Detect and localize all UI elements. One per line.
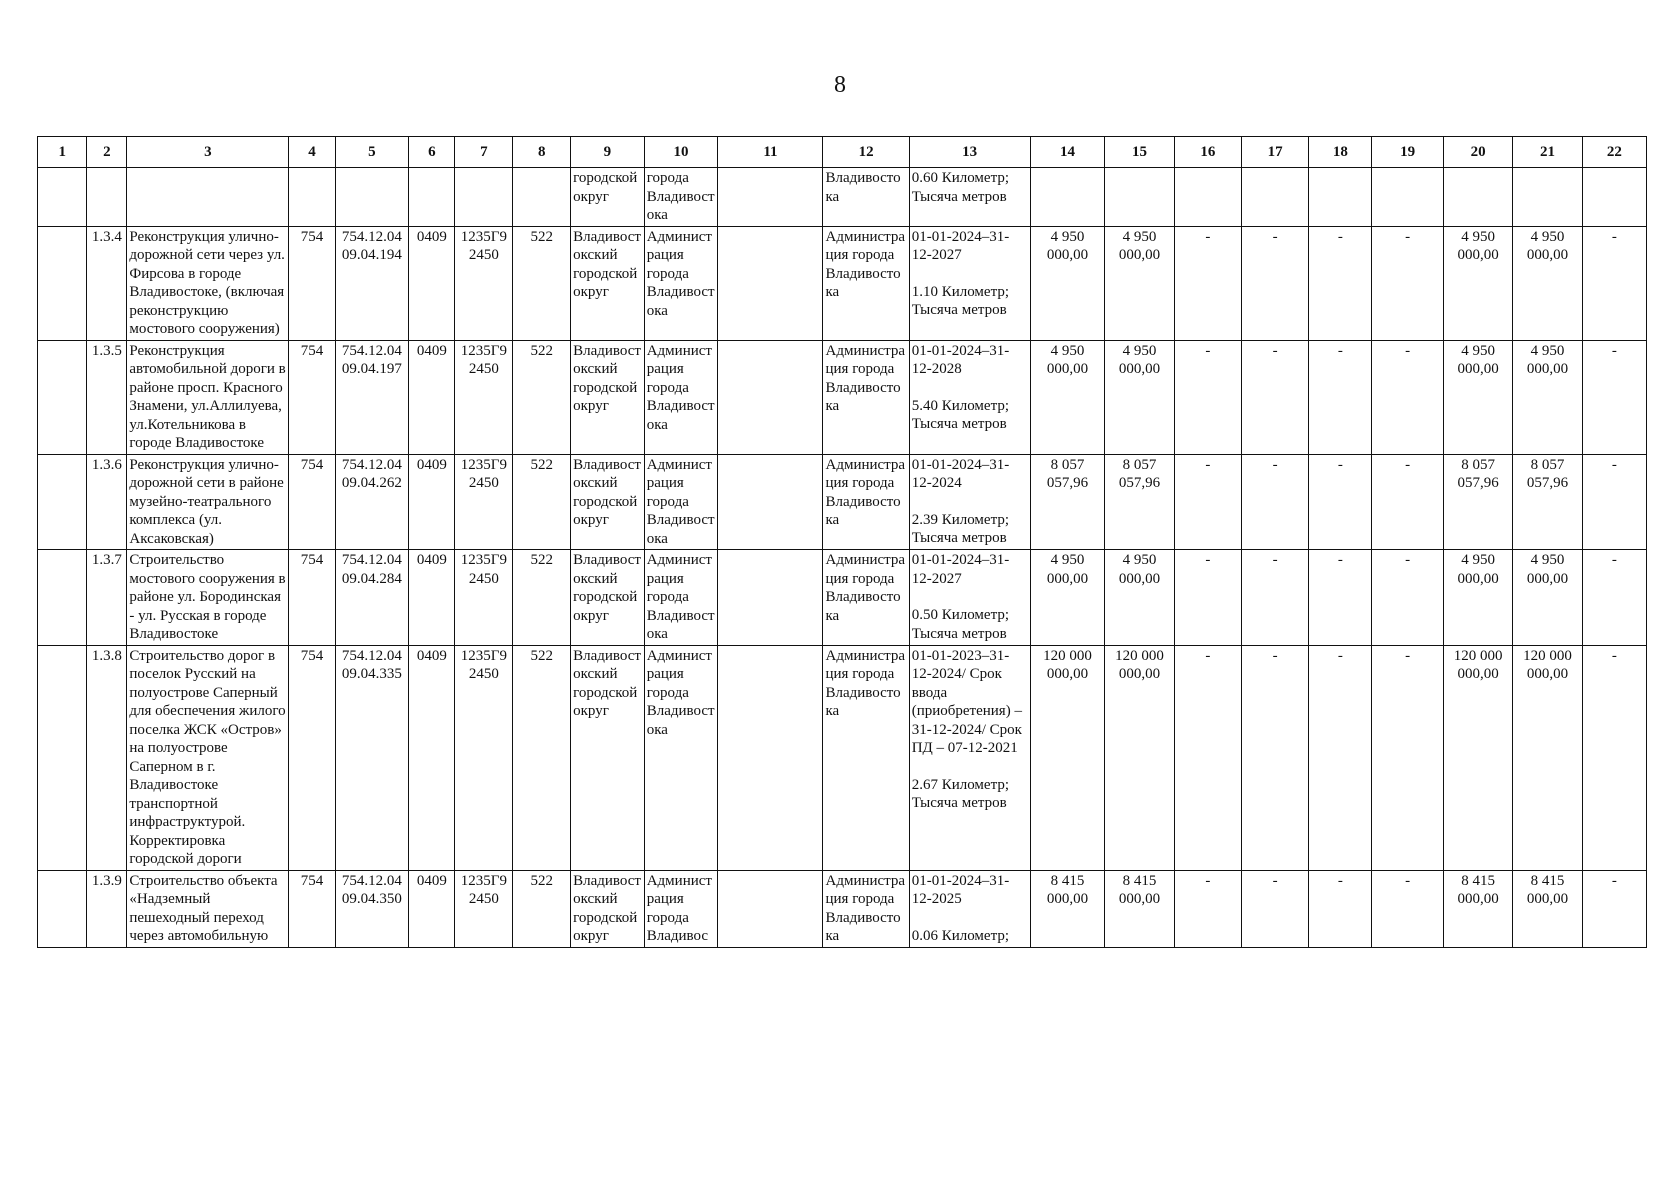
cell bbox=[87, 168, 127, 227]
cell-col19: - bbox=[1372, 550, 1444, 646]
period-text: 01-01-2023–31-12-2024/ Срок ввода (приобретения) – 31-12-2024/ Срок ПД – 07-12-2021 bbox=[911, 647, 1022, 756]
measure-text: 5.40 Километр; Тысяча метров bbox=[911, 397, 1009, 432]
period-text: 01-01-2024–31-12-2027 bbox=[911, 228, 1010, 263]
cell-executor: Администрация города Владивостока bbox=[823, 454, 909, 550]
cell bbox=[513, 168, 571, 227]
cell-executor: Администрация города Владивостока bbox=[823, 340, 909, 454]
cell-col20: 4 950 000,00 bbox=[1443, 550, 1512, 646]
cell-col7: 1235Г92450 bbox=[455, 226, 513, 340]
cell-col16: - bbox=[1174, 340, 1241, 454]
cell bbox=[335, 168, 409, 227]
cell bbox=[1372, 168, 1444, 227]
period-text: 01-01-2024–31-12-2024 bbox=[911, 456, 1010, 491]
budget-table bbox=[37, 136, 1647, 948]
cell-col19: - bbox=[1372, 340, 1444, 454]
col-header-21: 21 bbox=[1513, 137, 1582, 168]
cell-col15: 4 950 000,00 bbox=[1105, 550, 1174, 646]
cell-col11 bbox=[718, 870, 823, 947]
cell-col8: 522 bbox=[513, 226, 571, 340]
cell-item-number: 1.3.4 bbox=[87, 226, 127, 340]
cell-col17: - bbox=[1242, 870, 1309, 947]
cell-customer: Администрация города Владивостока bbox=[644, 340, 718, 454]
cell-col1 bbox=[38, 340, 87, 454]
cell-col1 bbox=[38, 226, 87, 340]
cell-object-name: Строительство дорог в поселок Русский на полуострове Саперный для обеспечения жилого поселка ЖСК «Остров» на полуострове Саперном в г. Владивостоке транспортной инфраструктурой. Корректировка городской дороги bbox=[127, 645, 289, 870]
cell bbox=[1513, 168, 1582, 227]
cell-customer: Администрация города Владивостока bbox=[644, 226, 718, 340]
cell-col14: 8 415 000,00 bbox=[1030, 870, 1105, 947]
col-header-10: 10 bbox=[644, 137, 718, 168]
col-header-9: 9 bbox=[571, 137, 645, 168]
cell-col7: 1235Г92450 bbox=[455, 645, 513, 870]
table-row bbox=[38, 340, 1647, 454]
cell-col21: 4 950 000,00 bbox=[1513, 340, 1582, 454]
period-text: 01-01-2024–31-12-2028 bbox=[911, 342, 1010, 377]
cell-territory: Владивостокский городской округ bbox=[571, 340, 645, 454]
cell-object-name: Строительство объекта «Надземный пешеходный переход через автомобильную bbox=[127, 870, 289, 947]
cell-col22: - bbox=[1582, 645, 1646, 870]
col-header-19: 19 bbox=[1372, 137, 1444, 168]
cell-col7: 1235Г92450 bbox=[455, 550, 513, 646]
cell-col8: 522 bbox=[513, 645, 571, 870]
cell-col16: - bbox=[1174, 870, 1241, 947]
col-header-8: 8 bbox=[513, 137, 571, 168]
page-number: 8 bbox=[834, 72, 846, 98]
cell-col14: 8 057 057,96 bbox=[1030, 454, 1105, 550]
cell-period-measure bbox=[909, 340, 1030, 454]
cell-col18: - bbox=[1309, 226, 1372, 340]
table-row bbox=[38, 226, 1647, 340]
cell-col17: - bbox=[1242, 454, 1309, 550]
header-row bbox=[38, 137, 1647, 168]
cell-customer: Администрация города Владивостока bbox=[644, 550, 718, 646]
cell-col21: 8 415 000,00 bbox=[1513, 870, 1582, 947]
col-header-13: 13 bbox=[909, 137, 1030, 168]
cell-col19: - bbox=[1372, 226, 1444, 340]
col-header-14: 14 bbox=[1030, 137, 1105, 168]
col-header-4: 4 bbox=[289, 137, 335, 168]
col-header-11: 11 bbox=[718, 137, 823, 168]
col-header-12: 12 bbox=[823, 137, 909, 168]
cell-period-measure bbox=[909, 454, 1030, 550]
measure-text: 1.10 Километр; Тысяча метров bbox=[911, 283, 1009, 318]
cell-col5: 754.12.04 09.04.335 bbox=[335, 645, 409, 870]
cell bbox=[1174, 168, 1241, 227]
col-header-17: 17 bbox=[1242, 137, 1309, 168]
cell-col16: - bbox=[1174, 550, 1241, 646]
cell-col8: 522 bbox=[513, 870, 571, 947]
cell-col19: - bbox=[1372, 454, 1444, 550]
cell-territory: Владивостокский городской округ bbox=[571, 550, 645, 646]
period-text: 01-01-2024–31-12-2025 bbox=[911, 872, 1010, 907]
cell-col1 bbox=[38, 870, 87, 947]
cell-col20: 120 000 000,00 bbox=[1443, 645, 1512, 870]
cell-territory: Владивостокский городской округ bbox=[571, 645, 645, 870]
continuation-row bbox=[38, 168, 1647, 227]
cell-col4: 754 bbox=[289, 645, 335, 870]
cell-period-measure bbox=[909, 550, 1030, 646]
cell bbox=[1582, 168, 1646, 227]
cell-col5: 754.12.04 09.04.197 bbox=[335, 340, 409, 454]
cell-col22: - bbox=[1582, 870, 1646, 947]
cell-executor: Администрация города Владивостока bbox=[823, 870, 909, 947]
cell-item-number: 1.3.8 bbox=[87, 645, 127, 870]
cell bbox=[1105, 168, 1174, 227]
cell bbox=[127, 168, 289, 227]
cell-object-name: Реконструкция автомобильной дороги в районе просп. Красного Знамени, ул.Аллилуева, ул.Котельникова в городе Владивостоке bbox=[127, 340, 289, 454]
table-row bbox=[38, 454, 1647, 550]
cell-col16: - bbox=[1174, 454, 1241, 550]
cell-col22: - bbox=[1582, 550, 1646, 646]
cell-territory: Владивостокский городской округ bbox=[571, 454, 645, 550]
col-header-5: 5 bbox=[335, 137, 409, 168]
cell-col1 bbox=[38, 645, 87, 870]
cell-col18: - bbox=[1309, 550, 1372, 646]
cell-col6: 0409 bbox=[409, 454, 455, 550]
col-header-1: 1 bbox=[38, 137, 87, 168]
col-header-15: 15 bbox=[1105, 137, 1174, 168]
cell-col7: 1235Г92450 bbox=[455, 340, 513, 454]
cell-executor: Администрация города Владивостока bbox=[823, 550, 909, 646]
cell-col20: 8 415 000,00 bbox=[1443, 870, 1512, 947]
cell-territory: городской округ bbox=[571, 168, 645, 227]
cell-col20: 4 950 000,00 bbox=[1443, 226, 1512, 340]
cell-col17: - bbox=[1242, 340, 1309, 454]
cell-col15: 4 950 000,00 bbox=[1105, 226, 1174, 340]
cell-col21: 120 000 000,00 bbox=[1513, 645, 1582, 870]
cell-col8: 522 bbox=[513, 550, 571, 646]
cell-object-name: Реконструкция улично-дорожной сети через ул. Фирсова в городе Владивостоке, (включая реконструкцию мостового сооружения) bbox=[127, 226, 289, 340]
cell-col20: 8 057 057,96 bbox=[1443, 454, 1512, 550]
cell-customer: города Владивостока bbox=[644, 168, 718, 227]
cell-col4: 754 bbox=[289, 454, 335, 550]
cell-col22: - bbox=[1582, 454, 1646, 550]
cell-object-name: Реконструкция улично-дорожной сети в районе музейно-театрального комплекса (ул. Аксаковская) bbox=[127, 454, 289, 550]
cell bbox=[1309, 168, 1372, 227]
cell-executor: Администрация города Владивостока bbox=[823, 226, 909, 340]
cell bbox=[718, 168, 823, 227]
cell-col6: 0409 bbox=[409, 870, 455, 947]
cell-col18: - bbox=[1309, 645, 1372, 870]
period-text: 01-01-2024–31-12-2027 bbox=[911, 552, 1010, 587]
cell-col18: - bbox=[1309, 340, 1372, 454]
col-header-7: 7 bbox=[455, 137, 513, 168]
cell-executor: Владивостока bbox=[823, 168, 909, 227]
cell-col11 bbox=[718, 340, 823, 454]
cell-col5: 754.12.04 09.04.284 bbox=[335, 550, 409, 646]
cell-executor: Администрация города Владивостока bbox=[823, 645, 909, 870]
cell-col17: - bbox=[1242, 226, 1309, 340]
cell bbox=[409, 168, 455, 227]
cell-measure: 0.60 Километр; Тысяча метров bbox=[909, 168, 1030, 227]
cell bbox=[289, 168, 335, 227]
cell-col5: 754.12.04 09.04.350 bbox=[335, 870, 409, 947]
measure-text: 0.06 Километр; bbox=[911, 927, 1009, 944]
measure-text: 2.39 Километр; Тысяча метров bbox=[911, 511, 1009, 546]
cell-col4: 754 bbox=[289, 226, 335, 340]
cell-period-measure bbox=[909, 645, 1030, 870]
cell-col14: 4 950 000,00 bbox=[1030, 226, 1105, 340]
cell-col6: 0409 bbox=[409, 550, 455, 646]
measure-text: 0.50 Километр; Тысяча метров bbox=[911, 607, 1009, 642]
cell-col8: 522 bbox=[513, 454, 571, 550]
cell-period-measure bbox=[909, 870, 1030, 947]
cell bbox=[1443, 168, 1512, 227]
cell-customer: Администрация города Владивостока bbox=[644, 454, 718, 550]
cell-col18: - bbox=[1309, 454, 1372, 550]
cell-territory: Владивостокский городской округ bbox=[571, 226, 645, 340]
col-header-22: 22 bbox=[1582, 137, 1646, 168]
cell-col5: 754.12.04 09.04.194 bbox=[335, 226, 409, 340]
cell-col16: - bbox=[1174, 645, 1241, 870]
cell-col15: 4 950 000,00 bbox=[1105, 340, 1174, 454]
col-header-18: 18 bbox=[1309, 137, 1372, 168]
cell-item-number: 1.3.6 bbox=[87, 454, 127, 550]
cell-col16: - bbox=[1174, 226, 1241, 340]
cell-col7: 1235Г92450 bbox=[455, 454, 513, 550]
col-header-20: 20 bbox=[1443, 137, 1512, 168]
cell-col6: 0409 bbox=[409, 340, 455, 454]
cell-col21: 4 950 000,00 bbox=[1513, 226, 1582, 340]
col-header-6: 6 bbox=[409, 137, 455, 168]
cell-col4: 754 bbox=[289, 550, 335, 646]
cell-col22: - bbox=[1582, 226, 1646, 340]
cell-col20: 4 950 000,00 bbox=[1443, 340, 1512, 454]
cell-col17: - bbox=[1242, 550, 1309, 646]
cell-period-measure bbox=[909, 226, 1030, 340]
table-body bbox=[38, 168, 1647, 948]
cell-col19: - bbox=[1372, 645, 1444, 870]
cell-col18: - bbox=[1309, 870, 1372, 947]
cell-col1 bbox=[38, 550, 87, 646]
cell-item-number: 1.3.5 bbox=[87, 340, 127, 454]
cell bbox=[1242, 168, 1309, 227]
table-row bbox=[38, 550, 1647, 646]
cell-col4: 754 bbox=[289, 340, 335, 454]
table-header bbox=[38, 137, 1647, 168]
cell-territory: Владивостокский городской округ bbox=[571, 870, 645, 947]
cell-customer: Администрация города Владивостока bbox=[644, 645, 718, 870]
cell-item-number: 1.3.7 bbox=[87, 550, 127, 646]
cell-col17: - bbox=[1242, 645, 1309, 870]
cell-col7: 1235Г92450 bbox=[455, 870, 513, 947]
col-header-16: 16 bbox=[1174, 137, 1241, 168]
cell-col14: 4 950 000,00 bbox=[1030, 340, 1105, 454]
col-header-2: 2 bbox=[87, 137, 127, 168]
cell-col11 bbox=[718, 454, 823, 550]
cell-item-number: 1.3.9 bbox=[87, 870, 127, 947]
cell-col15: 8 415 000,00 bbox=[1105, 870, 1174, 947]
cell-col6: 0409 bbox=[409, 645, 455, 870]
cell-col8: 522 bbox=[513, 340, 571, 454]
cell-col1 bbox=[38, 454, 87, 550]
cell-customer: Администрация города Владивос bbox=[644, 870, 718, 947]
cell bbox=[38, 168, 87, 227]
cell-col14: 4 950 000,00 bbox=[1030, 550, 1105, 646]
cell-col5: 754.12.04 09.04.262 bbox=[335, 454, 409, 550]
col-header-3: 3 bbox=[127, 137, 289, 168]
cell-col15: 8 057 057,96 bbox=[1105, 454, 1174, 550]
table-row bbox=[38, 645, 1647, 870]
measure-text: 2.67 Километр; Тысяча метров bbox=[911, 776, 1009, 811]
cell-col6: 0409 bbox=[409, 226, 455, 340]
cell bbox=[1030, 168, 1105, 227]
table-row bbox=[38, 870, 1647, 947]
cell-col19: - bbox=[1372, 870, 1444, 947]
cell-col4: 754 bbox=[289, 870, 335, 947]
cell-col11 bbox=[718, 645, 823, 870]
cell-col14: 120 000 000,00 bbox=[1030, 645, 1105, 870]
cell-col21: 4 950 000,00 bbox=[1513, 550, 1582, 646]
cell-col11 bbox=[718, 550, 823, 646]
cell-object-name: Строительство мостового сооружения в районе ул. Бородинская - ул. Русская в городе Владивостоке bbox=[127, 550, 289, 646]
cell-col11 bbox=[718, 226, 823, 340]
cell-col21: 8 057 057,96 bbox=[1513, 454, 1582, 550]
cell bbox=[455, 168, 513, 227]
cell-col22: - bbox=[1582, 340, 1646, 454]
cell-col15: 120 000 000,00 bbox=[1105, 645, 1174, 870]
